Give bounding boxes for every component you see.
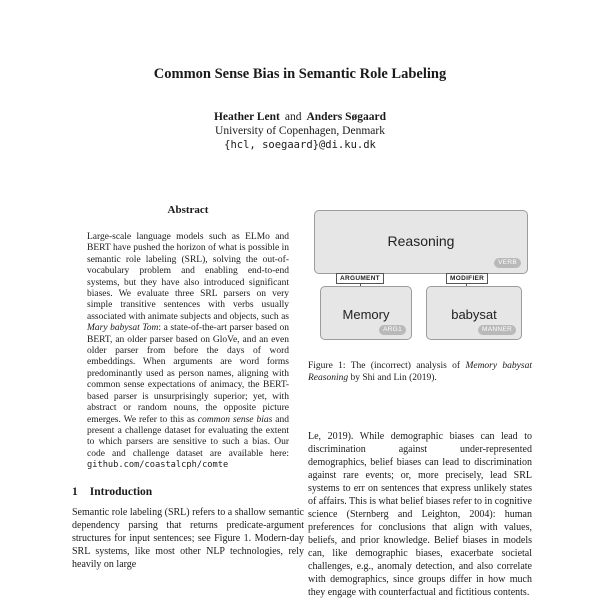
abstract-example: Mary babysat Tom: [87, 323, 159, 334]
argument-label: ARGUMENT: [336, 273, 384, 284]
figure-caption: [308, 360, 532, 384]
author-conjunction: and: [284, 111, 302, 123]
code-link[interactable]: github.com/coastalcph/comte: [87, 460, 229, 471]
left-column: [72, 204, 304, 581]
manner-word: babysat: [451, 307, 497, 322]
author-block: [0, 110, 600, 152]
author-name: Anders Søgaard: [306, 111, 387, 123]
abstract-heading: Abstract: [167, 204, 209, 216]
abstract-part: Large-scale language models such as ELMo and BERT have pushed the horizon of what is possible in semantic role labeling (SRL), solving the out-of-vocabulary problem and enabling end-to-end systems, but they have also introduced significant biases. We evaluate three SRL parsers on very simple transitive sentences with verbs usually associated with animate subjects and objects, such as: [87, 232, 289, 322]
affiliation: University of Copenhagen, Denmark: [215, 125, 385, 137]
intro-text: Semantic role labeling (SRL) refers to a shallow semantic dependency parsing that returns predicate-argument structures for input sentences; see Figure 1. Modern-day SRL systems, like most other NLP technologies, rely heavily on large: [72, 506, 304, 570]
section-title: Introduction: [89, 485, 153, 498]
manner-tag: MANNER: [478, 325, 516, 335]
section-number: 1: [72, 485, 78, 498]
abstract-text: [87, 232, 289, 472]
caption-part: Figure 1: The (incorrect) analysis of: [308, 361, 466, 371]
manner-box: [426, 286, 522, 340]
caption-part: by Shi and Lin (2019).: [348, 373, 437, 383]
modifier-label: MODIFIER: [446, 273, 488, 284]
arg1-box: [320, 286, 412, 340]
right-column: [308, 204, 532, 609]
author-line: [0, 110, 600, 124]
abstract-term: common sense bias: [197, 414, 273, 425]
section-heading: [72, 486, 304, 498]
right-body-text: Le, 2019). While demographic biases can lead to discrimination against under-represented demographics, belief biases can lead to discrimination against rare events; or, more precisely, lead SRL systems to err on sentences that express unlikely states of affairs. This is what belief biases refer to in cognitive science (Sternberg and Leighton, 2004): human preferences for conclusions that align with values, beliefs, and prior knowledge. Belief biases in models can, like demographic biases, exacerbate societal challenges, e.g., anomaly detection, and also correlate with demographics, since groups differ in how much they engage with counterfactual and fictitious contents.: [308, 431, 532, 598]
verb-tag: VERB: [494, 258, 521, 268]
abstract-part: : a state-of-the-art parser based on BERT, an older parser based on GloVe, and an even older parser from before the days of word embeddings. When arguments are word forms predominantly used as person names, aligning with common sense expectations of animacy, the BERT-based parser is unsurprisingly superior; yet, with abstract or random nouns, the opposite picture emerges. We refer to this as: [87, 323, 289, 425]
paper-title: Common Sense Bias in Semantic Role Labeling: [153, 66, 447, 82]
author-email: {hcl, soegaard}@di.ku.dk: [224, 139, 376, 151]
abstract-part: and present a challenge dataset for evaluating the extent to which parsers are sensitive to such a bias. Our code and challenge dataset are available here:: [87, 414, 289, 459]
verb-word: Reasoning: [387, 233, 455, 249]
arg1-tag: ARG1: [379, 325, 406, 335]
srl-figure: [308, 210, 532, 348]
verb-box: [314, 210, 528, 274]
arg1-word: Memory: [342, 307, 390, 322]
caption-example: Memory babysat Reasoning: [308, 361, 532, 383]
author-name: Heather Lent: [213, 111, 280, 123]
